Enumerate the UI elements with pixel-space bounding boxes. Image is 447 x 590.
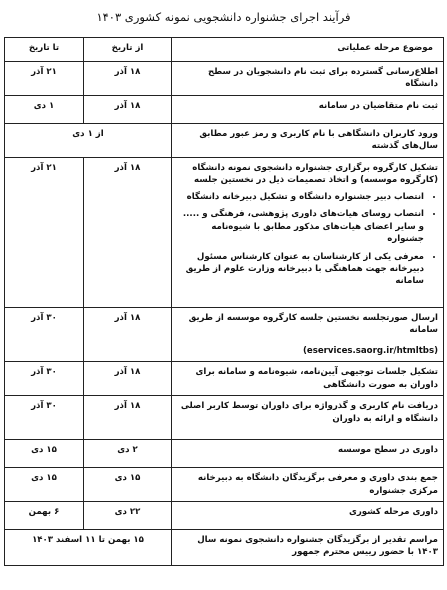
row-task: تشکیل کارگروه برگزاری جشنواره دانشجوی نمونه دانشگاه (کارگروه موسسه) و اتخاذ تصمیمات ذیل در نخستین جلسه	[192, 162, 438, 186]
row-task: داوری مرحله کشوری	[172, 501, 444, 529]
table-row	[5, 95, 444, 123]
table-row	[5, 501, 444, 529]
row-from: ۲۲ دی	[84, 501, 172, 529]
row-from: ۱۸ آذر	[84, 95, 172, 123]
row-to: ۱۵ دی	[5, 468, 84, 502]
table-row	[5, 157, 444, 307]
row-from: ۱۸ آذر	[84, 157, 172, 307]
sub-item-list	[177, 191, 438, 288]
row-to: ۲۱ آذر	[5, 62, 84, 96]
row-from: ۱۸ آذر	[84, 62, 172, 96]
table-row	[5, 362, 444, 396]
page-title: فرآیند اجرای جشنواره دانشجویی نمونه کشوری ۱۴۰۳	[96, 10, 351, 24]
row-task: جمع بندی داوری و معرفی برگزیدگان دانشگاه به دبیرخانه مرکزی جشنواره	[172, 468, 444, 502]
row-task: دریافت نام کاربری و گذرواژه برای داوران توسط کاربر اصلی دانشگاه و ارائه به داوران	[172, 396, 444, 440]
table-row	[5, 396, 444, 440]
row-task: داوری در سطح موسسه	[172, 440, 444, 468]
table-row	[5, 529, 444, 565]
row-from: ۲ دی	[84, 440, 172, 468]
row-to: ۱ دی	[5, 95, 84, 123]
row-from: ۱۸ آذر	[84, 396, 172, 440]
row-task: تشکیل جلسات توجیهی آیین‌نامه، شیوه‌نامه و سامانه برای داوران به صورت دانشگاهی	[172, 362, 444, 396]
row-to: ۲۱ آذر	[5, 157, 84, 307]
row-to: ۳۰ آذر	[5, 396, 84, 440]
row-to: ۶ بهمن	[5, 501, 84, 529]
row-to: ۳۰ آذر	[5, 362, 84, 396]
row-to: ۳۰ آذر	[5, 307, 84, 361]
row-to: ۱۵ دی	[5, 440, 84, 468]
row-task: ارسال صورتجلسه نخستین جلسه کارگروه موسسه از طریق سامانه	[188, 312, 438, 336]
table-header-row	[5, 38, 444, 62]
row-task-cell	[172, 307, 444, 361]
row-from: ۱۸ آذر	[84, 362, 172, 396]
list-item: • انتصاب دبیر جشنواره دانشگاه و تشکیل دبیرخانه دانشگاه	[177, 191, 424, 203]
list-item: • معرفی یکی از کارشناسان به عنوان کارشناس مسئول دبیرخانه جهت هماهنگی با دبیرخانه وزارت علوم از طریق سامانه	[177, 251, 424, 288]
table-row	[5, 307, 444, 361]
table-row	[5, 62, 444, 96]
row-task: ورود کاربران دانشگاهی با نام کاربری و رمز عبور مطابق سال‌های گذشته	[172, 123, 444, 157]
table-row	[5, 123, 444, 157]
row-task: ثبت نام متقاضیان در سامانه	[172, 95, 444, 123]
row-merged-date: ۱۵ بهمن تا ۱۱ اسفند ۱۴۰۳	[5, 529, 172, 565]
table-row	[5, 440, 444, 468]
row-task: اطلاع‌رسانی گسترده برای ثبت نام دانشجویان در سطح دانشگاه	[172, 62, 444, 96]
table-row	[5, 468, 444, 502]
header-from: از تاریخ	[84, 38, 172, 62]
row-task: مراسم تقدیر از برگزیدگان جشنواره دانشجوی نمونه سال ۱۴۰۳ با حضور رییس محترم جمهور	[172, 529, 444, 565]
row-from: ۱۸ آذر	[84, 307, 172, 361]
row-from: ۱۵ دی	[84, 468, 172, 502]
list-item: • انتصاب روسای هیات‌های داوری پژوهشی، فرهنگی و ..... و سایر اعضای هیات‌های مذکور مطابق با شیوه‌نامه جشنواره	[177, 208, 424, 245]
schedule-table	[4, 37, 444, 566]
service-url: (eservices.saorg.ir/htmltbs)	[302, 345, 438, 356]
header-to: تا تاریخ	[5, 38, 84, 62]
row-merged-date: از ۱ دی	[5, 123, 172, 157]
header-task: موضوع مرحله عملیاتی	[172, 38, 444, 62]
row-task-cell	[172, 157, 444, 307]
